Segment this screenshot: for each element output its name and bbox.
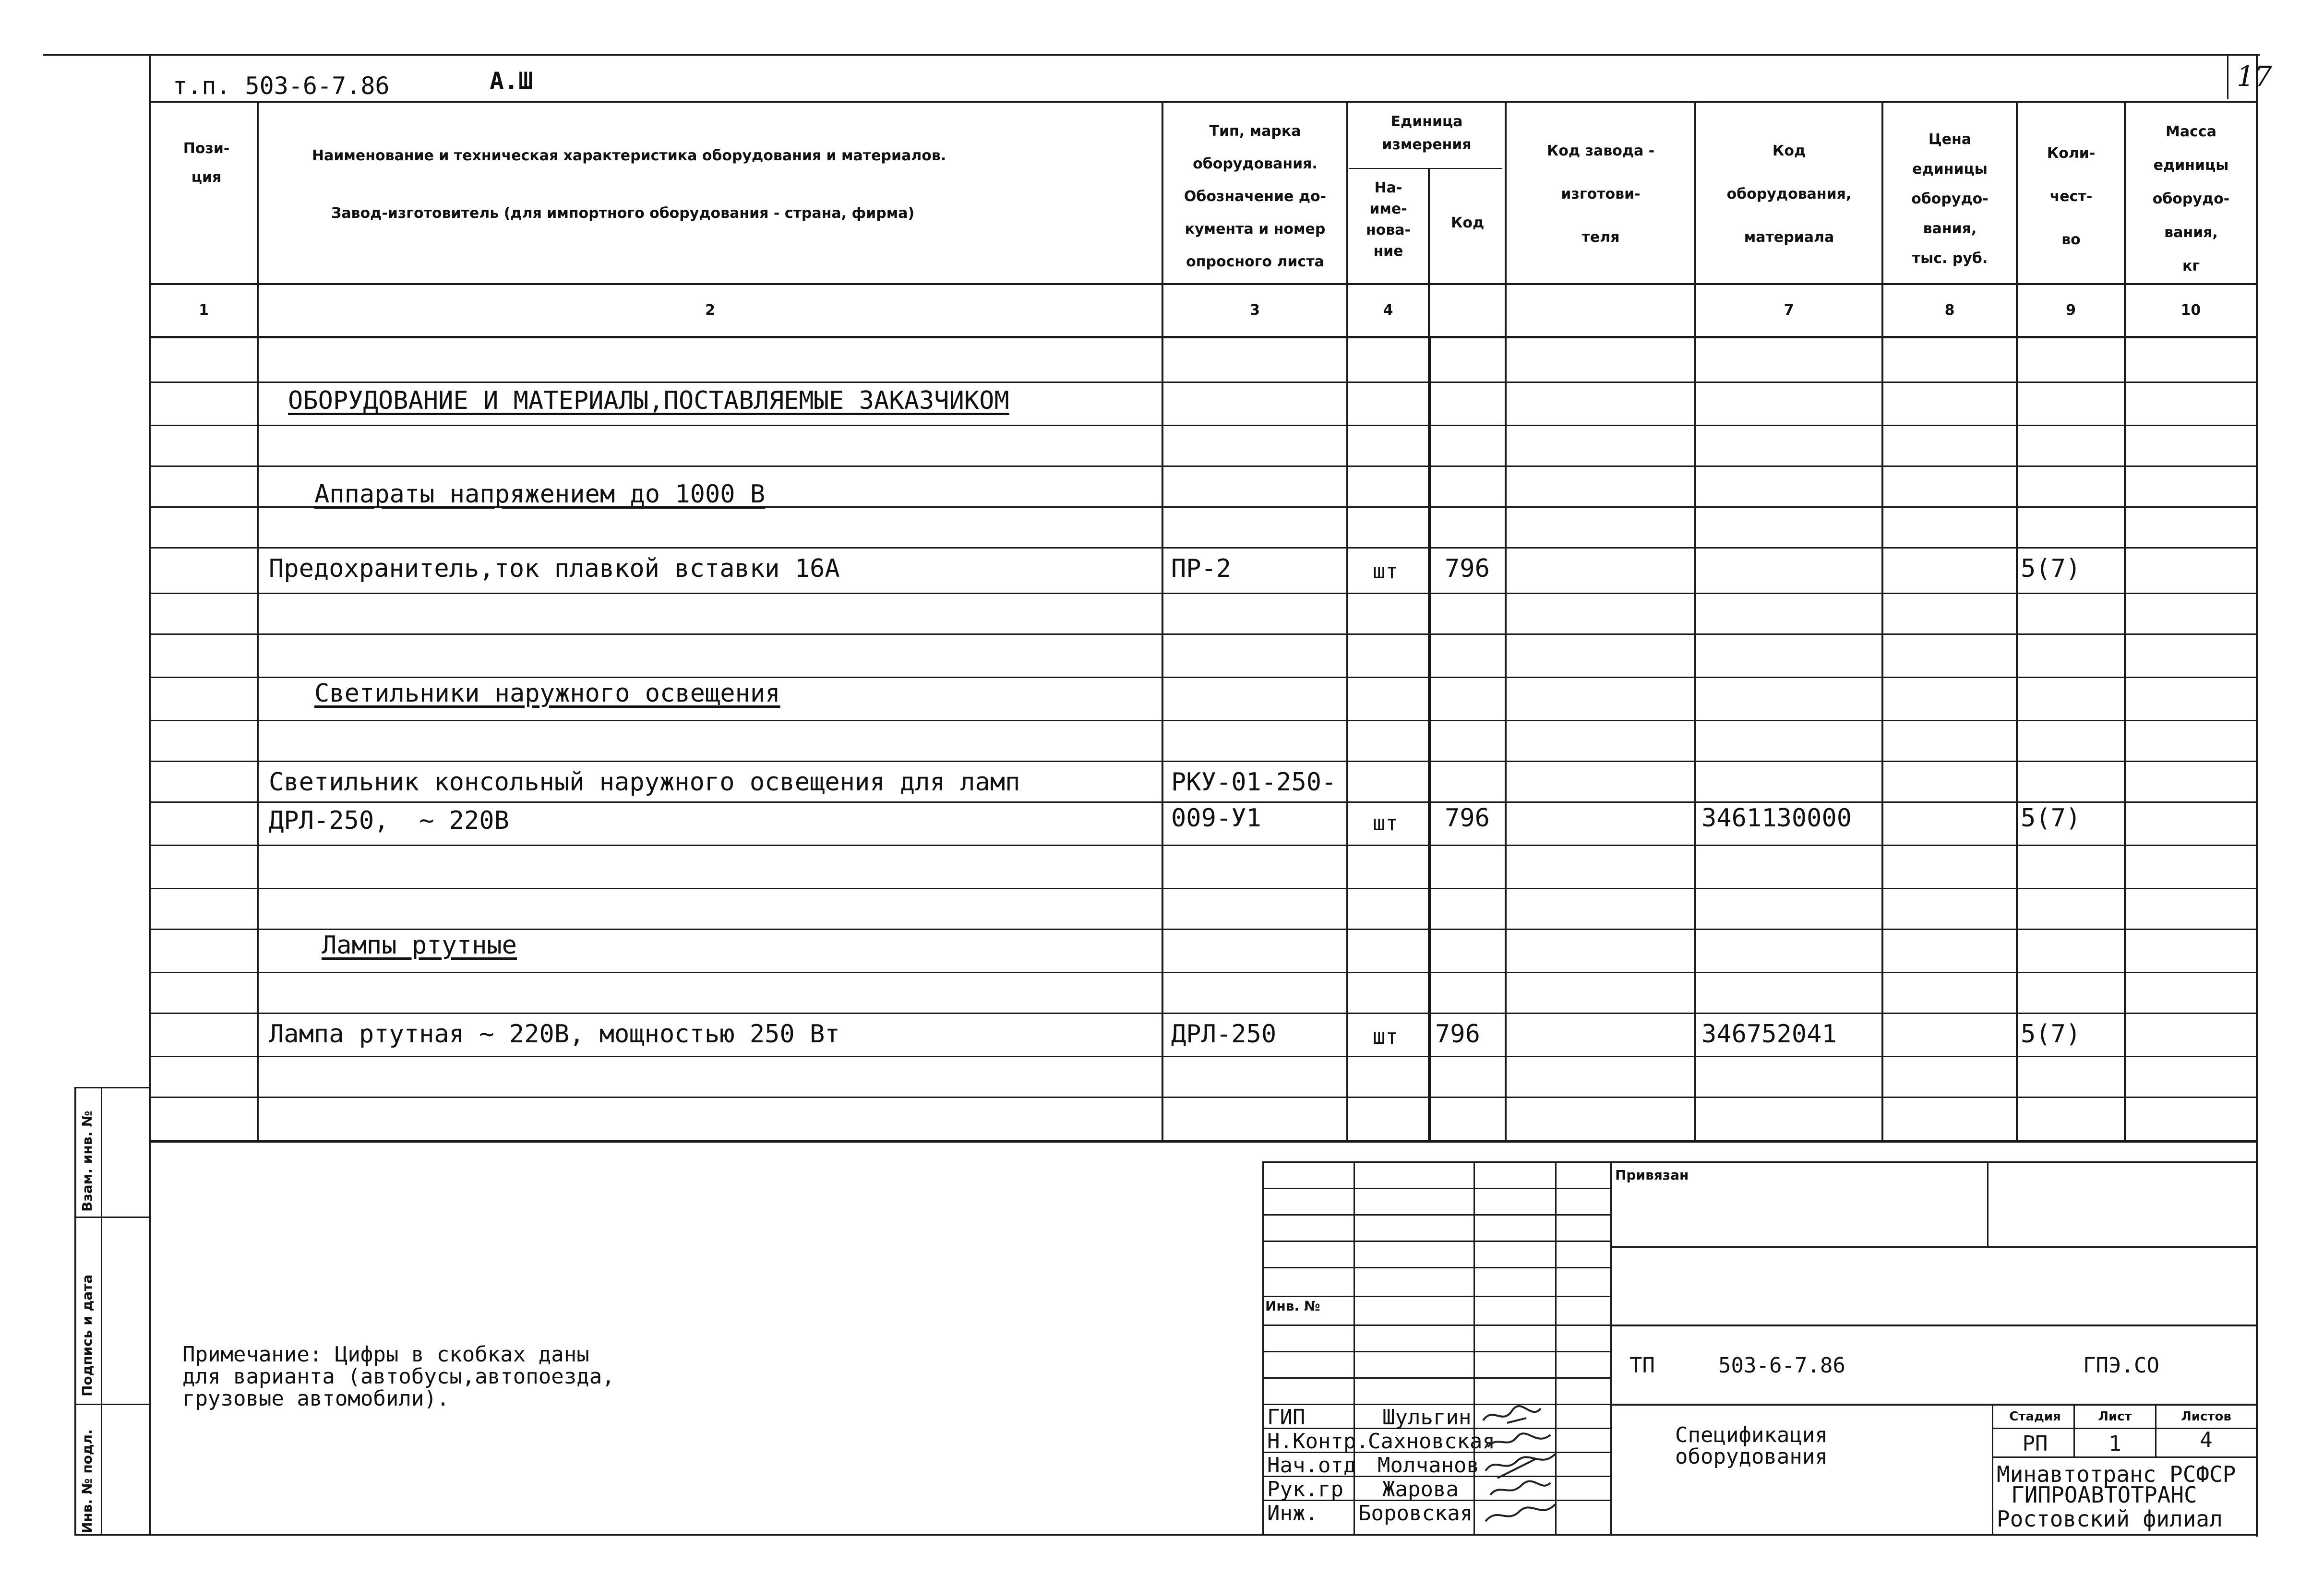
table-row-line (149, 547, 2258, 549)
header-unit-name: На- име- нова- ние (1366, 179, 1411, 260)
side-stamp-left (74, 1087, 76, 1536)
table-top-line (149, 101, 2258, 103)
tb-row-line (1262, 1377, 1612, 1379)
col-num-4: 4 (1383, 302, 1393, 319)
tb-sheet: 1 (2108, 1432, 2121, 1456)
table-row-line (149, 1097, 2258, 1098)
col-num-9: 9 (2066, 302, 2076, 319)
table-row-line (149, 720, 2258, 721)
tb-org1: Минавтотранс РСФСР (1997, 1461, 2236, 1487)
col-num-2: 2 (705, 302, 715, 319)
album-code: А.Ш (490, 67, 533, 95)
sheet-number-box-line (2227, 54, 2228, 99)
fixture-type-line2: 009-У1 (1171, 804, 1261, 833)
fixture-type-line1: РКУ-01-250- (1171, 768, 1337, 797)
tb-name-nkontr: Сахновская (1368, 1429, 1495, 1454)
tb-inv: Инв. № (1265, 1298, 1320, 1314)
lamp-type: ДРЛ-250 (1171, 1020, 1277, 1049)
tb-stage-label: Стадия (2009, 1409, 2061, 1424)
header-unit-code: Код (1450, 215, 1485, 231)
unit-sub-line (1349, 168, 1502, 169)
side-stamp-inv-podl: Инв. № подл. (79, 1429, 95, 1533)
tb-title-line2: оборудования (1675, 1444, 1828, 1469)
header-name-line2: Завод-изготовитель (для импортного оборудования - страна, фирма) (331, 205, 915, 222)
col-num-3: 3 (1250, 302, 1260, 319)
col-num-10: 10 (2180, 302, 2201, 319)
group-title-lamps: Лампы ртутные (322, 931, 517, 960)
col-num-7: 7 (1784, 302, 1794, 319)
col-line-6 (1694, 101, 1696, 1142)
code-col-heavy-line (1428, 336, 1431, 1142)
tb-sheet-label: Лист (2098, 1409, 2132, 1424)
table-row-line (149, 593, 2258, 594)
tb-priv-split (1987, 1161, 1989, 1248)
header-type: Тип, марка оборудования. Обозначение до- кумента и номер опросного листа (1184, 123, 1327, 270)
note-line2: для варианта (автобусы,автопоезда, (182, 1364, 615, 1389)
tb-col-b (1473, 1161, 1475, 1536)
fixture-equip-code: 3461130000 (1701, 804, 1852, 833)
tb-top (1262, 1161, 2258, 1163)
tb-title-line1: Спецификация (1675, 1423, 1828, 1447)
table-row-line (149, 888, 2258, 889)
tb-line-doc (1610, 1324, 2258, 1326)
lamp-qty: 5(7) (2021, 1020, 2081, 1049)
side-stamp-top (74, 1087, 150, 1088)
col-line-1 (257, 101, 259, 1142)
tb-doc-number: 503-6-7.86 (1718, 1353, 1845, 1378)
tb-name-gip: Шульгин (1382, 1405, 1472, 1430)
tb-sheets: 4 (2200, 1428, 2213, 1452)
tb-row-line (1262, 1188, 1612, 1189)
sheet-number: 17 (2237, 60, 2272, 93)
side-stamp-podpis: Подпись и дата (79, 1274, 95, 1396)
table-bottom-line (149, 1140, 2258, 1143)
fuse-qty: 5(7) (2021, 554, 2081, 583)
table-row-line (149, 801, 2258, 803)
tb-role-nachotd: Нач.отд (1267, 1453, 1356, 1478)
header-bottom-line (149, 283, 2258, 285)
tb-name-nachotd: Молчанов (1378, 1453, 1479, 1478)
header-name-line1: Наименование и техническая характеристика оборудования и материалов. (312, 147, 946, 164)
frame-bottom (149, 1534, 2258, 1536)
table-row-line (149, 1056, 2258, 1057)
tb-name-rukgr: Жарова (1382, 1477, 1459, 1502)
frame-top (43, 54, 2260, 56)
group-title-fixtures: Светильники наружного освещения (314, 679, 780, 708)
table-row-line (149, 465, 2258, 467)
table-row-line (149, 425, 2258, 426)
frame-right (2256, 54, 2258, 1537)
side-stamp-mid (101, 1087, 102, 1536)
tb-stage: РП (2022, 1432, 2048, 1456)
tb-line-doc-top (1610, 1246, 2258, 1248)
header-position: Пози- ция (183, 140, 230, 186)
note-line3: грузовые автомобили). (182, 1386, 450, 1411)
side-stamp-bottom (74, 1534, 150, 1536)
tb-role-rukgr: Рук.гр (1267, 1477, 1343, 1502)
fuse-name: Предохранитель,ток плавкой вставки 16А (269, 554, 840, 583)
col-num-1: 1 (199, 302, 209, 319)
tb-stage-row2 (1992, 1456, 2258, 1458)
lamp-name: Лампа ртутная ~ 220В, мощностью 250 Вт (269, 1020, 840, 1049)
fixture-name-line1: Светильник консольный наружного освещения для ламп (269, 768, 1020, 797)
tb-role-inzh: Инж. (1267, 1501, 1318, 1526)
tb-name-inzh: Боровская (1358, 1501, 1473, 1526)
tb-org2: ГИПРОАВТОТРАНС (2011, 1482, 2197, 1508)
tb-line-title (1610, 1404, 2258, 1406)
lamp-unit: шт (1373, 1025, 1398, 1049)
col-line-8 (2016, 101, 2018, 1142)
col-num-8: 8 (1944, 302, 1955, 319)
tb-org3: Ростовский филиал (1997, 1506, 2223, 1532)
tb-doc-prefix: ТП (1629, 1353, 1655, 1378)
tb-sheets-label: Листов (2181, 1409, 2231, 1424)
tb-row-line (1262, 1351, 1612, 1352)
table-row-line (149, 972, 2258, 973)
header-price: Цена единицы оборудо- вания, тыс. руб. (1911, 131, 1989, 267)
tb-doc-code: ГПЭ.СО (2083, 1353, 2159, 1378)
table-row-line (149, 382, 2258, 383)
tb-row-line (1262, 1241, 1612, 1242)
fuse-code: 796 (1445, 554, 1490, 583)
header-mass: Масса единицы оборудо- вания, кг (2152, 123, 2230, 274)
fixture-unit: шт (1373, 811, 1398, 835)
tb-privyazan: Привязан (1615, 1167, 1689, 1183)
lamp-code: 796 (1435, 1020, 1480, 1049)
note-line1: Примечание: Цифры в скобках даны (182, 1342, 589, 1367)
lamp-equip-code: 346752041 (1701, 1020, 1837, 1049)
group-title-apparatus: Аппараты напряжением до 1000 В (314, 480, 766, 509)
table-row-line (149, 929, 2258, 930)
table-row-line (149, 761, 2258, 762)
col-line-3 (1346, 101, 1348, 1142)
tb-role-gip: ГИП (1267, 1405, 1306, 1430)
tb-row-line (1262, 1267, 1612, 1268)
project-code: т.п. 503-6-7.86 (173, 72, 390, 100)
fuse-type: ПР-2 (1171, 554, 1232, 583)
fixture-qty: 5(7) (2021, 804, 2081, 833)
tb-col-a (1354, 1161, 1355, 1536)
col-line-5 (1505, 101, 1507, 1142)
col-line-9 (2124, 101, 2126, 1142)
signatures (1478, 1401, 1574, 1531)
tb-row-line (1262, 1214, 1612, 1216)
table-row-line (149, 1013, 2258, 1014)
side-stamp-vzam: Взам. инв. № (79, 1110, 95, 1212)
header-unit: Единица измерения (1382, 113, 1472, 153)
numbers-bottom-line (149, 336, 2258, 338)
tb-stage-split (1992, 1404, 1993, 1536)
tb-row-line (1262, 1296, 1612, 1297)
header-mfr-code: Код завода - изготови- теля (1546, 143, 1655, 246)
fixture-code: 796 (1445, 804, 1490, 833)
table-row-line (149, 845, 2258, 846)
table-row-line (149, 677, 2258, 678)
section-main-title: ОБОРУДОВАНИЕ И МАТЕРИАЛЫ,ПОСТАВЛЯЕМЫЕ ЗАКАЗЧИКОМ (288, 386, 1009, 415)
header-equip-code: Код оборудования, материала (1726, 143, 1852, 246)
frame-left (149, 54, 151, 1536)
header-qty: Коли- чест- во (2047, 145, 2096, 248)
tb-role-nkontr: Н.Контр. (1267, 1429, 1369, 1454)
table-row-line (149, 633, 2258, 635)
side-stamp-sep2 (74, 1404, 150, 1405)
tb-left (1262, 1161, 1264, 1536)
tb-row-line (1262, 1324, 1612, 1326)
tb-mid (1610, 1161, 1612, 1536)
col-line-2 (1162, 101, 1163, 1142)
fuse-unit: шт (1373, 559, 1398, 584)
side-stamp-sep1 (74, 1217, 150, 1218)
col-line-7 (1881, 101, 1883, 1142)
fixture-name-line2: ДРЛ-250, ~ 220В (269, 806, 509, 835)
